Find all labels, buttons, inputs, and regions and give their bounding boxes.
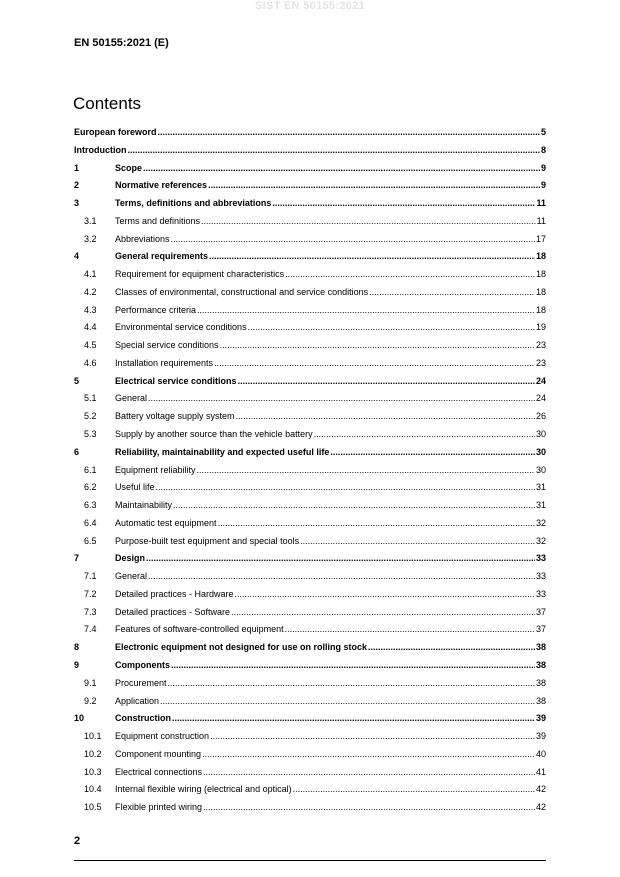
toc-entry-page: 19 [535,322,546,333]
toc-entry-page: 23 [535,357,546,368]
toc-entry-title: Application [115,695,160,706]
toc-entry-number: 6.2 [84,482,97,493]
toc-entry-title: Special service conditions [115,340,219,351]
toc-entry[interactable] [74,373,546,391]
toc-entry-page: 18 [535,269,546,280]
toc-entry-title: Scope [115,162,143,173]
toc-entry-page: 42 [535,784,546,795]
toc-entry-page: 18 [535,251,546,262]
toc-entry-number: 10 [74,713,85,724]
toc-entry[interactable] [74,284,546,302]
toc-entry-number: 6.3 [84,500,97,511]
toc-dot-leader [235,586,535,604]
toc-entry-title: European foreword [74,127,157,137]
toc-dot-leader [218,515,535,533]
toc-entry-page: 32 [535,517,546,528]
toc-entry-number: 7 [74,553,80,564]
toc-entry-page: 11 [536,198,546,209]
toc-entry-number: 4.6 [84,357,97,368]
toc-entry-title: Purpose-built test equipment and special tools [115,535,300,546]
toc-entry-number: 9.1 [84,677,97,688]
toc-entry-title: Supply by another source than the vehicle battery [115,429,313,440]
toc-entry-title: Maintainability [115,500,173,511]
toc-dot-leader [197,302,535,320]
toc-dot-leader [285,621,535,639]
toc-dot-leader [203,764,535,782]
toc-entry[interactable] [74,319,546,337]
toc-entry[interactable] [74,515,546,533]
toc-entry-title: Component mounting [115,748,202,759]
toc-entry[interactable] [74,266,546,284]
toc-entry-number: 3 [74,198,80,209]
toc-entry-title: Terms and definitions [115,215,201,226]
toc-dot-leader [197,462,535,480]
toc-entry[interactable] [74,693,546,711]
toc-entry-title: Detailed practices - Hardware [115,588,234,599]
toc-entry-page: 37 [535,606,546,617]
toc-entry[interactable] [74,462,546,480]
toc-entry-number: 4.5 [84,340,97,351]
table-of-contents [74,124,546,817]
toc-entry[interactable] [74,177,546,195]
toc-entry-page: 38 [535,659,546,670]
toc-entry-page: 23 [535,340,546,351]
toc-entry-number: 6.1 [84,464,97,475]
toc-entry-page: 40 [535,748,546,759]
toc-entry-number: 1 [74,162,80,173]
toc-entry-number: 8 [74,642,80,653]
toc-entry[interactable] [74,213,546,231]
toc-entry-title: Electrical service conditions [115,375,237,386]
toc-dot-leader [171,657,535,675]
toc-entry[interactable] [74,248,546,266]
toc-entry-number: 6.4 [84,517,97,528]
toc-entry-title: General [115,571,148,582]
toc-entry-page: 18 [535,304,546,315]
toc-entry[interactable] [74,160,546,178]
toc-entry-number: 10.4 [84,784,102,795]
toc-dot-leader [248,319,535,337]
toc-entry-number: 6 [74,446,80,457]
toc-entry-page: 9 [540,162,546,173]
toc-entry[interactable] [74,604,546,622]
toc-entry[interactable] [74,781,546,799]
toc-entry-number: 5.2 [84,411,97,422]
toc-entry-page: 30 [535,464,546,475]
toc-entry-page: 33 [535,588,546,599]
toc-entry-page: 9 [540,180,546,191]
toc-dot-leader [209,248,535,266]
toc-entry[interactable] [74,302,546,320]
toc-entry-page: 38 [535,677,546,688]
toc-entry-title: Design [115,553,146,564]
toc-dot-leader [156,479,535,497]
toc-entry-page: 33 [535,571,546,582]
toc-entry-page: 11 [536,215,546,226]
toc-entry-title: Normative references [115,180,208,191]
toc-entry-title: Equipment reliability [115,464,196,475]
toc-entry-page: 31 [535,500,546,511]
toc-dot-leader [203,799,535,817]
toc-entry[interactable] [74,533,546,551]
toc-entry-page: 41 [535,766,546,777]
toc-entry[interactable] [74,586,546,604]
toc-dot-leader [330,444,535,462]
toc-dot-leader [172,710,535,728]
toc-entry[interactable] [74,710,546,728]
toc-entry-title: Procurement [115,677,167,688]
toc-entry-number: 2 [74,180,80,191]
toc-entry[interactable] [74,390,546,408]
toc-entry-number: 10.5 [84,802,102,813]
toc-entry[interactable] [74,550,546,568]
toc-entry-page: 30 [535,446,546,457]
toc-entry-title: Terms, definitions and abbreviations [115,198,272,209]
toc-entry-title: Components [115,659,170,670]
toc-entry-title: Performance criteria [115,304,197,315]
toc-entry-title: Internal flexible wiring (electrical and optical) [115,784,292,795]
toc-entry-number: 7.3 [84,606,97,617]
toc-entry[interactable] [74,124,546,142]
toc-entry-title: Features of software-controlled equipment [115,624,284,635]
toc-entry-number: 9 [74,659,80,670]
toc-entry-number: 10.3 [84,766,102,777]
toc-entry-title: Introduction [74,144,127,155]
toc-entry-page: 30 [535,429,546,440]
toc-entry-title: Installation requirements [115,357,214,368]
toc-entry-number: 4.4 [84,322,97,333]
toc-entry[interactable] [74,355,546,373]
toc-entry-page: 37 [535,624,546,635]
toc-entry-title: Useful life [115,482,155,493]
toc-dot-leader [201,213,536,231]
toc-entry[interactable] [74,231,546,249]
toc-entry-number: 5.3 [84,429,97,440]
toc-entry[interactable] [74,568,546,586]
toc-entry[interactable] [74,728,546,746]
toc-entry[interactable] [74,408,546,426]
toc-dot-leader [158,124,540,142]
toc-entry-number: 10.2 [84,748,102,759]
page-number: 2 [74,835,81,847]
toc-dot-leader [210,728,535,746]
toc-entry-number: 6.5 [84,535,97,546]
toc-entry-page: 39 [535,731,546,742]
toc-dot-leader [146,550,535,568]
toc-entry[interactable] [74,799,546,817]
toc-entry-title: Electrical connections [115,766,203,777]
toc-entry-page: 39 [535,713,546,724]
toc-dot-leader [208,177,540,195]
toc-entry[interactable] [74,479,546,497]
toc-dot-leader [148,390,535,408]
toc-dot-leader [300,533,535,551]
toc-entry-title: Classes of environmental, constructional and service conditions [115,286,369,297]
toc-entry-page: 18 [535,286,546,297]
toc-entry-title: Environmental service conditions [115,322,247,333]
toc-entry-number: 5.1 [84,393,97,404]
toc-entry-title: Detailed practices - Software [115,606,231,617]
toc-entry-number: 7.4 [84,624,97,635]
toc-entry[interactable] [74,444,546,462]
toc-entry-page: 38 [535,642,546,653]
toc-entry[interactable] [74,764,546,782]
toc-entry-number: 9.2 [84,695,97,706]
toc-entry-title: General [115,393,148,404]
toc-entry-title: Construction [115,713,171,724]
toc-dot-leader [368,639,535,657]
toc-entry-page: 26 [535,411,546,422]
toc-entry-page: 17 [535,233,546,244]
toc-entry-title: Reliability, maintainability and expected useful life [115,446,330,457]
toc-dot-leader [143,160,540,178]
toc-entry-number: 4.3 [84,304,97,315]
toc-entry-title: Flexible printed wiring [115,802,203,813]
toc-dot-leader [148,568,535,586]
toc-dot-leader [314,426,535,444]
toc-entry-title: Abbreviations [115,233,170,244]
toc-dot-leader [236,408,535,426]
toc-entry-page: 5 [540,127,546,137]
toc-entry-page: 42 [535,802,546,813]
toc-dot-leader [160,693,535,711]
toc-entry-title: Battery voltage supply system [115,411,235,422]
toc-entry-number: 7.1 [84,571,97,582]
toc-dot-leader [171,231,535,249]
toc-entry-number: 3.1 [84,215,97,226]
document-id: EN 50155:2021 (E) [74,37,169,49]
contents-heading: Contents [73,94,142,113]
toc-entry[interactable] [74,195,546,213]
toc-entry-page: 38 [535,695,546,706]
toc-entry-number: 3.2 [84,233,97,244]
toc-entry-title: Automatic test equipment [115,517,217,528]
toc-entry[interactable] [74,675,546,693]
toc-entry[interactable] [74,621,546,639]
toc-entry[interactable] [74,497,546,515]
toc-entry[interactable] [74,142,546,160]
footer-divider [74,860,546,861]
toc-dot-leader [168,675,535,693]
toc-entry-number: 10.1 [84,731,102,742]
watermark-text: SIST EN 50155:2021 [255,0,365,12]
toc-entry-number: 4.2 [84,286,97,297]
toc-dot-leader [272,195,535,213]
toc-entry-title: Equipment construction [115,731,210,742]
toc-entry-page: 8 [540,144,546,155]
toc-entry-title: Electronic equipment not designed for use on rolling stock [115,642,368,653]
toc-entry[interactable] [74,426,546,444]
toc-entry-page: 24 [535,375,546,386]
toc-dot-leader [128,142,540,160]
toc-entry[interactable] [74,746,546,764]
toc-dot-leader [369,284,535,302]
toc-entry-title: Requirement for equipment characteristics [115,269,285,280]
toc-dot-leader [231,604,535,622]
toc-dot-leader [214,355,535,373]
toc-entry-number: 7.2 [84,588,97,599]
toc-entry-page: 24 [535,393,546,404]
toc-entry[interactable] [74,337,546,355]
toc-entry-number: 5 [74,375,80,386]
toc-dot-leader [238,373,535,391]
toc-dot-leader [173,497,535,515]
toc-entry-number: 4 [74,251,80,262]
toc-entry-title: General requirements [115,251,209,262]
toc-entry[interactable] [74,657,546,675]
toc-entry-number: 4.1 [84,269,97,280]
toc-dot-leader [202,746,535,764]
toc-dot-leader [285,266,535,284]
toc-entry-page: 33 [535,553,546,564]
toc-entry-page: 32 [535,535,546,546]
toc-dot-leader [293,781,535,799]
toc-entry-page: 31 [535,482,546,493]
toc-entry[interactable] [74,639,546,657]
toc-dot-leader [220,337,535,355]
